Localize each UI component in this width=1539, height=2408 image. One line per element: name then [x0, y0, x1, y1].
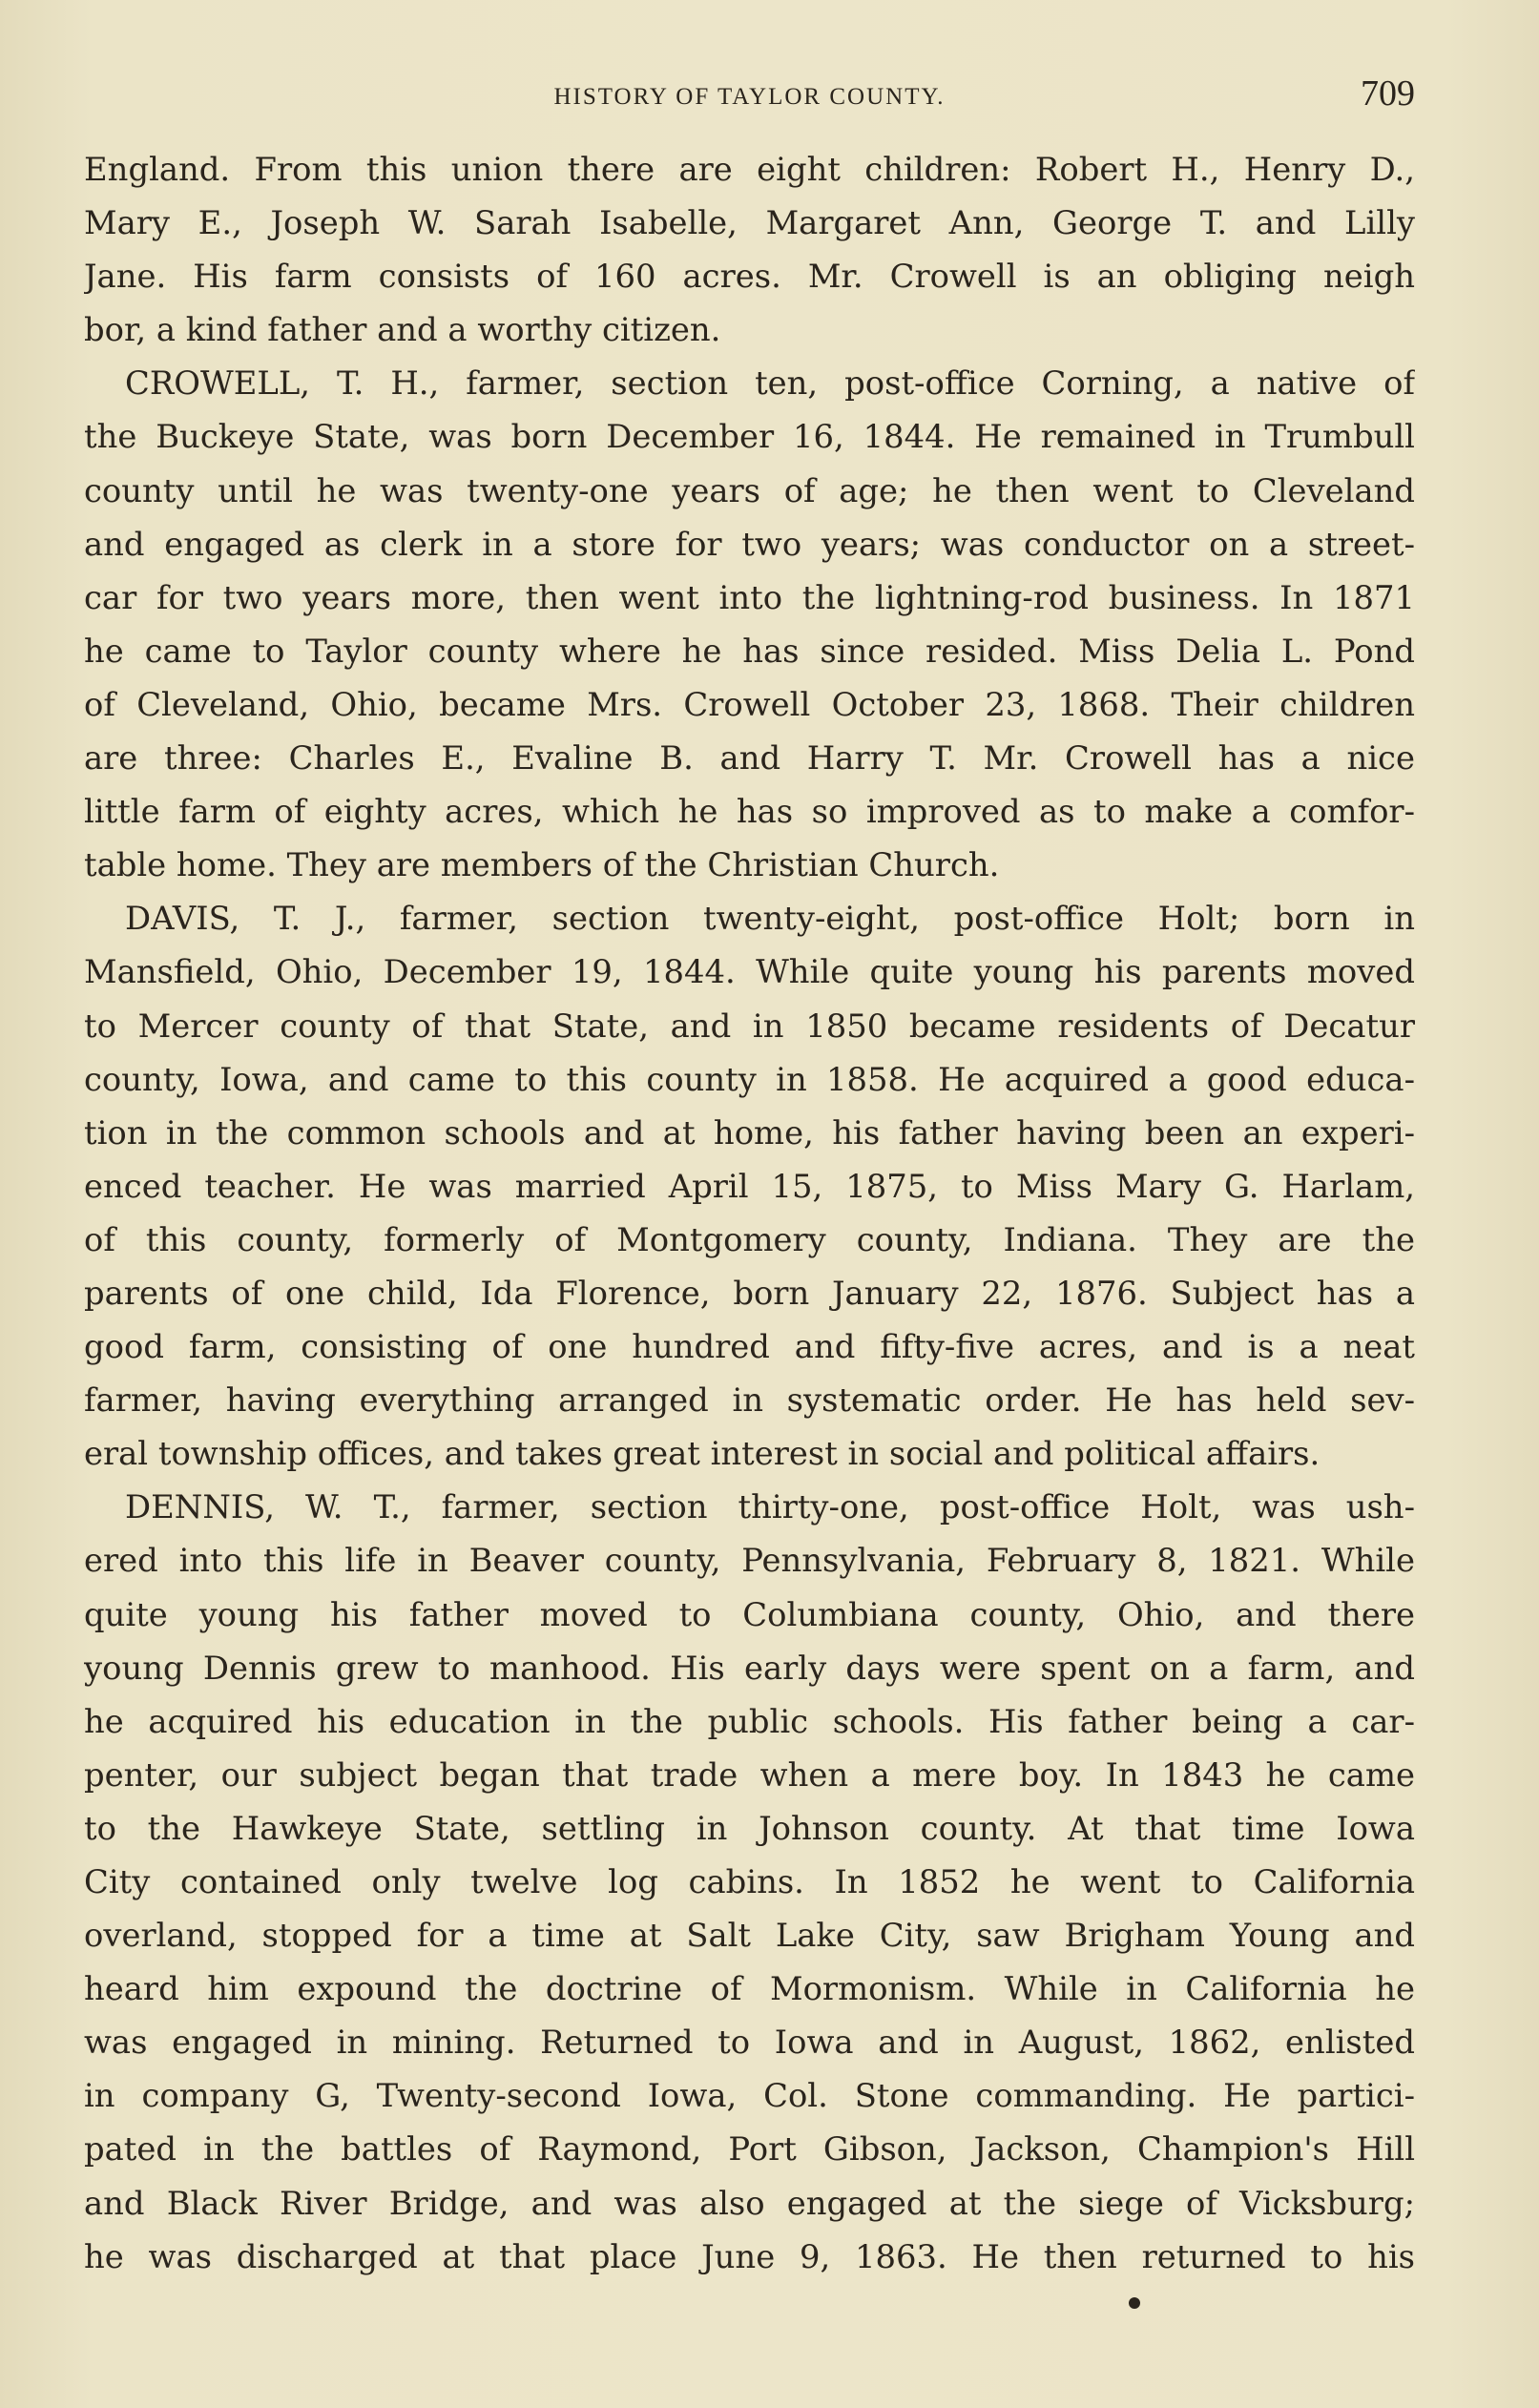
entry-heading-line: CROWELL, T. H., farmer, section ten, post-office Corning, a native of: [125, 364, 1415, 403]
text-line: county until he was twenty-one years of age; he then went to Cleveland: [84, 471, 1415, 509]
entry-heading-line: DENNIS, W. T., farmer, section thirty-one, post-office Holt, was ush-: [125, 1488, 1415, 1526]
text-line: and engaged as clerk in a store for two years; was conductor on a street-: [84, 525, 1415, 563]
text-line: tion in the common schools and at home, his father having been an experi-: [84, 1113, 1415, 1152]
text-line: was engaged in mining. Returned to Iowa and in August, 1862, enlisted: [84, 2024, 1415, 2062]
text-line: bor, a kind father and a worthy citizen.: [84, 311, 721, 349]
text-line: eral township offices, and takes great interest in social and political affairs.: [84, 1435, 1321, 1473]
text-line: England. From this union there are eight children: Robert H., Henry D.,: [84, 151, 1415, 188]
text-line: to Mercer county of that State, and in 1850 became residents of Decatur: [84, 1007, 1415, 1045]
text-line: the Buckeye State, was born December 16, 1844. He remained in Trumbull: [84, 418, 1415, 456]
page-number: 709: [1361, 73, 1415, 114]
text-line: Mansfield, Ohio, December 19, 1844. While quite young his parents moved: [84, 953, 1415, 991]
text-line: overland, stopped for a time at Salt Lake City, saw Brigham Young and: [84, 1917, 1415, 1955]
text-line: Jane. His farm consists of 160 acres. Mr. Crowell is an obliging neigh: [84, 258, 1415, 296]
running-head: [84, 65, 1415, 122]
text-line: in company G, Twenty-second Iowa, Col. Stone commanding. He partici-: [84, 2077, 1415, 2115]
text-line: he acquired his education in the public schools. His father being a car-: [84, 1702, 1415, 1740]
text-line: City contained only twelve log cabins. In 1852 he went to California: [84, 1863, 1415, 1900]
text-line: little farm of eighty acres, which he has so improved as to make a comfor-: [84, 793, 1415, 831]
text-line: good farm, consisting of one hundred and fifty-five acres, and is a neat: [84, 1328, 1415, 1366]
text-line: farmer, having everything arranged in systematic order. He has held sev-: [84, 1381, 1415, 1420]
text-line: enced teacher. He was married April 15, 1875, to Miss Mary G. Harlam,: [84, 1167, 1415, 1205]
text-line: penter, our subject began that trade when a mere boy. In 1843 he came: [84, 1755, 1415, 1794]
text-line: pated in the battles of Raymond, Port Gibson, Jackson, Champion's Hill: [84, 2130, 1415, 2169]
text-line: table home. They are members of the Christian Church.: [84, 846, 1000, 884]
text-line: ered into this life in Beaver county, Pennsylvania, February 8, 1821. While: [84, 1542, 1415, 1580]
text-line: are three: Charles E., Evaline B. and Harry T. Mr. Crowell has a nice: [84, 739, 1415, 778]
running-title: HISTORY OF TAYLOR COUNTY.: [553, 84, 946, 110]
text-line: parents of one child, Ida Florence, born January 22, 1876. Subject has a: [84, 1274, 1415, 1312]
text-line: county, Iowa, and came to this county in 1858. He acquired a good educa-: [84, 1060, 1415, 1098]
body-text: [84, 143, 1415, 2284]
ink-dot: [1129, 2297, 1140, 2309]
text-line: of this county, formerly of Montgomery county, Indiana. They are the: [84, 1220, 1415, 1258]
text-line: he came to Taylor county where he has since resided. Miss Delia L. Pond: [84, 632, 1415, 670]
text-line: young Dennis grew to manhood. His early days were spent on a farm, and: [84, 1649, 1415, 1687]
entry-heading-line: DAVIS, T. J., farmer, section twenty-eight, post-office Holt; born in: [125, 900, 1415, 938]
text-line: heard him expound the doctrine of Mormonism. While in California he: [84, 1970, 1415, 2008]
text-line: car for two years more, then went into the lightning-rod business. In 1871: [84, 578, 1415, 616]
text-line: and Black River Bridge, and was also engaged at the siege of Vicksburg;: [84, 2184, 1415, 2222]
text-line: Mary E., Joseph W. Sarah Isabelle, Margaret Ann, George T. and Lilly: [84, 204, 1415, 242]
text-line: he was discharged at that place June 9, 1863. He then returned to his: [84, 2237, 1415, 2275]
text-line: of Cleveland, Ohio, became Mrs. Crowell October 23, 1868. Their children: [84, 685, 1415, 723]
text-line: to the Hawkeye State, settling in Johnson county. At that time Iowa: [84, 1809, 1415, 1847]
text-line: quite young his father moved to Columbiana county, Ohio, and there: [84, 1595, 1415, 1633]
